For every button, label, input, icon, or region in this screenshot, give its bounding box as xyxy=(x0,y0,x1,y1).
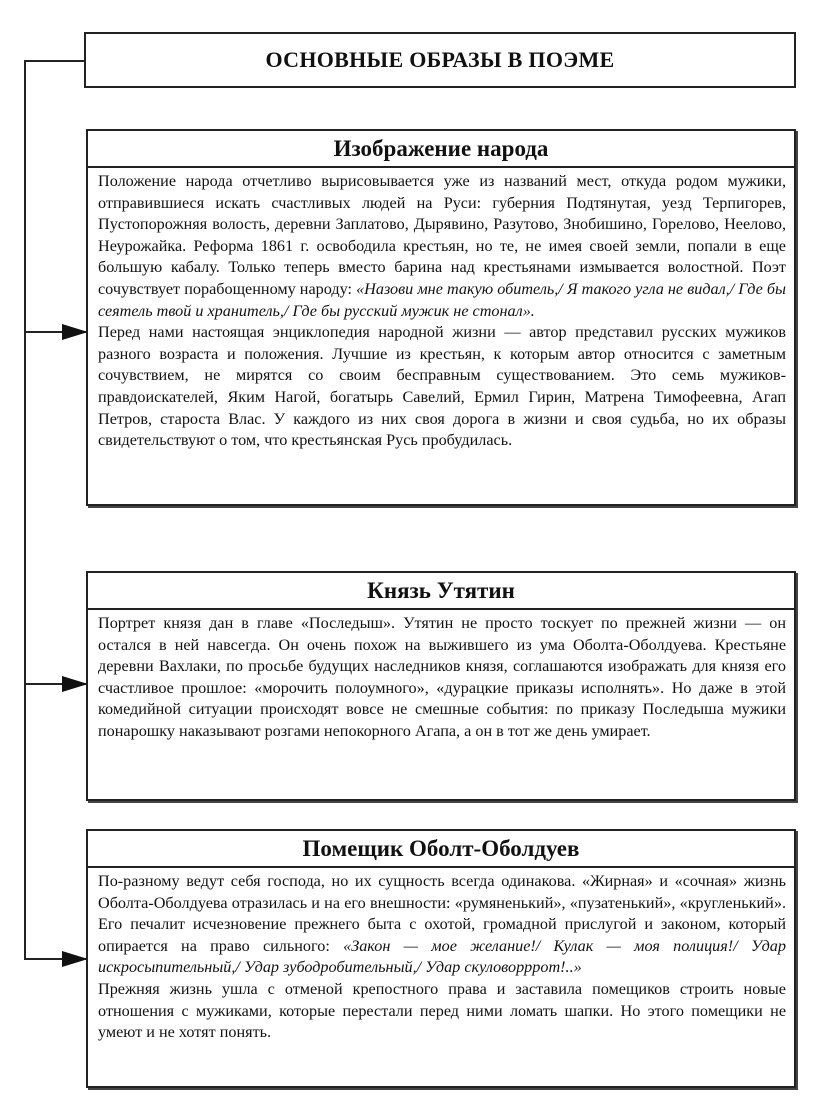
paragraph xyxy=(98,613,786,743)
paragraph xyxy=(98,979,786,1044)
section-body xyxy=(88,610,794,747)
arrow-to-landowner xyxy=(24,958,86,960)
arrow-head-icon xyxy=(62,951,88,967)
arrow-to-people xyxy=(24,331,86,333)
arrow-to-prince xyxy=(24,683,86,685)
connector-title-line xyxy=(24,60,84,62)
paragraph-text: Прежняя жизнь ушла с отменой крепостного права и заставила помещиков строить новые отношения с мужиками, которые перестали перед ними ломать шапки. Но этого помещики не умеют и не хотят понять. xyxy=(98,979,786,1042)
paragraph-text: Перед нами настоящая энциклопедия народной жизни — автор представил русских мужиков разного возраста и положения. Лучшие из крестьян, к которым автор относится с заметным сочувствием, не мирятся со своим бесправным существованием. Это семь мужиков-правдоискателей, Яким Нагой, богатырь Савелий, Ермил Гирин, Матрена Тимофеевна, Агап Петров, староста Влас. У каждого из них своя дорога в жизни и своя судьба, но их образы свидетельствуют о том, что крестьянская Русь пробудилась. xyxy=(98,323,786,450)
connector-trunk-line xyxy=(24,60,26,959)
paragraph-text: По-разному ведут себя господа, но их сущность всегда одинакова. «Жирная» и «сочная» жизнь Оболта-Оболдуева отразилась и на его внешности: «румяненький», «пузатенький», «кругленький». Его печалит исчезновение прежнего быта с охотой, громадной прислугой и законом, который опирается на право сильного: xyxy=(98,872,786,955)
section-prince-utyatin xyxy=(86,571,796,801)
section-heading: Князь Утятин xyxy=(88,573,794,610)
paragraph-text: Портрет князя дан в главе «Последыш». Утятин не просто тоскует по прежней жизни — он остался в ней навсегда. Он очень похож на выжившего из ума Оболта-Оболдуева. Крестьяне деревни Вахлаки, по просьбе будущих наследников князя, соглашаются изображать для князя его счастливое прошлое: «морочить полоумного», «дурацкие приказы исполнять». Но даже в этой комедийной ситуации происходят вовсе не смешные события: по приказу Последыша мужики понарошку наказывают розгами непокорного Агапа, а он в тот же день умирает. xyxy=(98,614,786,740)
paragraph xyxy=(98,171,786,322)
poem-quote: «Закон — мое желание!/ Кулак — моя полиция!/ Удар искросыпительный,/ Удар зубодробительный,/ Удар скуловорррот!..» xyxy=(98,936,786,977)
section-heading: Помещик Оболт-Оболдуев xyxy=(88,831,794,868)
section-body xyxy=(88,868,794,1048)
section-body xyxy=(88,168,794,456)
paragraph xyxy=(98,322,786,452)
paragraph-text: Положение народа отчетливо вырисовывается уже из названий мест, откуда родом мужики, отправившиеся искать счастливых людей на Руси: губерния Подтянутая, уезд Терпигорев, Пустопорожняя волость, деревни Заплатово, Дырявино, Разутово, Знобишино, Горелово, Неелово, Неурожайка. Реформа 1861 г. освободила крестьян, но те, не имея своей земли, попали в еще большую кабалу. Только теперь вместо барина над крестьянами измывается волостной. Поэт сочувствует порабощенному народу: xyxy=(98,172,786,298)
section-people xyxy=(86,129,796,506)
paragraph xyxy=(98,871,786,979)
section-heading: Изображение народа xyxy=(88,131,794,168)
poem-quote: «Назови мне такую обитель,/ Я такого угла не видал,/ Где бы сеятель твой и хранитель,/ Где бы русский мужик не стонал». xyxy=(98,279,786,320)
section-landowner-obolt-obolduev xyxy=(86,829,796,1088)
diagram-title: ОСНОВНЫЕ ОБРАЗЫ В ПОЭМЕ xyxy=(265,47,615,72)
diagram-title-box xyxy=(84,32,796,88)
arrow-head-icon xyxy=(62,324,88,340)
arrow-head-icon xyxy=(62,676,88,692)
